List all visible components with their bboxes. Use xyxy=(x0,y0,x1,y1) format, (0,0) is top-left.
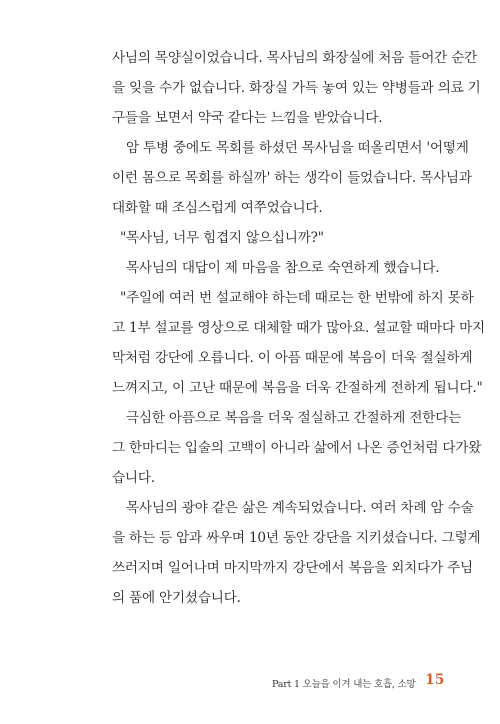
text-line: 목사님의 대답이 제 마음을 참으로 숙연하게 했습니다. xyxy=(126,260,440,276)
text-line: 고 1부 설교를 영상으로 대체할 때가 많아요. 설교할 때마다 마지 xyxy=(112,320,485,336)
text-line: 극심한 아픔으로 복음을 더욱 절실하고 간절하게 전한다는 xyxy=(126,410,462,426)
text-line: 구들을 보면서 약국 같다는 느낌을 받았습니다. xyxy=(112,110,383,126)
text-line: "목사님, 너무 힘겹지 않으십니까?" xyxy=(120,230,324,246)
text-line: 습니다. xyxy=(112,470,155,486)
text-line: 을 하는 등 암과 싸우며 10년 동안 강단을 지키셨습니다. 그렇게 xyxy=(112,530,481,546)
text-line: 느껴지고, 이 고난 때문에 복음을 더욱 간절하게 전하게 됩니다." xyxy=(112,380,483,396)
text-line: 암 투병 중에도 목회를 하셨던 목사님을 떠올리면서 '어떻게 xyxy=(126,140,469,156)
text-line: 대화할 때 조심스럽게 여쭈었습니다. xyxy=(112,200,323,216)
text-line: 그 한마디는 입술의 고백이 아니라 삶에서 나온 증언처럼 다가왔 xyxy=(112,440,482,456)
text-line: 을 잊을 수가 없습니다. 화장실 가득 놓여 있는 약병들과 의료 기 xyxy=(112,80,481,96)
text-line: 이런 몸으로 목회를 하실까' 하는 생각이 들었습니다. 목사님과 xyxy=(112,170,472,186)
text-line: 막처럼 강단에 오릅니다. 이 아픔 때문에 복음이 더욱 절실하게 xyxy=(112,350,473,366)
text-line: "주일에 여러 번 설교해야 하는데 때로는 한 번밖에 하지 못하 xyxy=(120,290,474,306)
text-line: 목사님의 광야 같은 삶은 계속되었습니다. 여러 차례 암 수술 xyxy=(126,500,474,516)
running-head: Part 1 오늘을 이겨 내는 호흡, 소망 xyxy=(272,679,416,690)
text-line: 의 품에 안기셨습니다. xyxy=(112,590,241,606)
page-footer xyxy=(0,672,500,694)
text-line: 사님의 목양실이었습니다. 목사님의 화장실에 처음 들어간 순간 xyxy=(112,50,478,66)
page-number: 15 xyxy=(425,672,445,688)
text-line: 쓰러지며 일어나며 마지막까지 강단에서 복음을 외치다가 주님 xyxy=(112,560,473,576)
